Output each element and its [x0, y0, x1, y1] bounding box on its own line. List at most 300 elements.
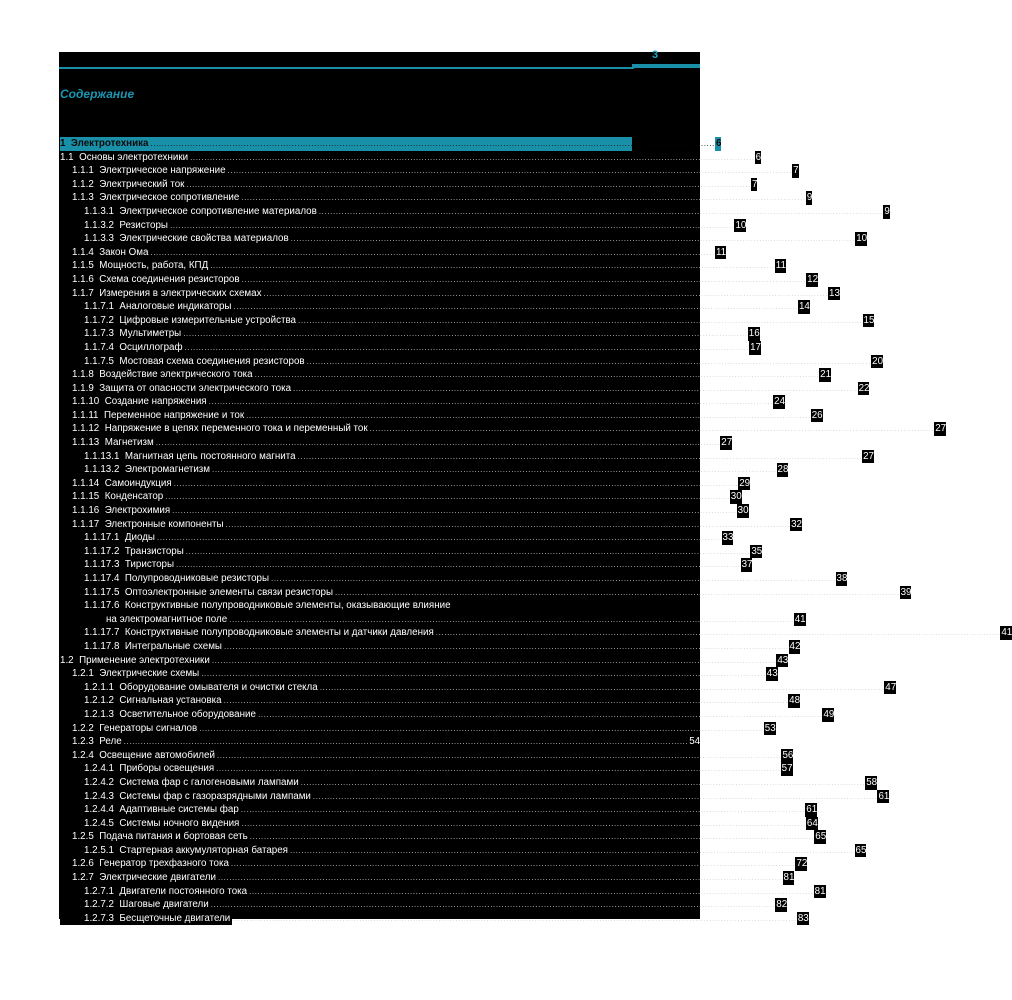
toc-entry-title: Бесщеточные двигатели [119, 912, 231, 924]
toc-page-number: 20 [872, 355, 884, 367]
toc-entry-label [60, 640, 224, 654]
toc-entry-title: Воздействие электрического тока [99, 369, 253, 381]
toc-entry-row[interactable] [60, 382, 870, 396]
toc-entry-label [60, 722, 199, 736]
toc-entry-row[interactable] [60, 898, 788, 912]
toc-entry-number: 1.1.7.2 [84, 314, 114, 326]
toc-entry-number: 1.1.10 [72, 396, 100, 408]
toc-entry-label [60, 151, 190, 165]
toc-entry-number: 1.1.17.2 [84, 545, 120, 557]
toc-entry-number: 1.1.7.5 [84, 355, 114, 367]
toc-entry-label [60, 667, 201, 681]
toc-entry-row[interactable] [60, 300, 810, 314]
page-number: 3 [652, 49, 659, 61]
toc-entry-row[interactable] [60, 287, 840, 301]
toc-entry-number: 1.1.1 [72, 165, 94, 177]
toc-entry-row[interactable] [60, 572, 848, 586]
toc-page-number: 43 [777, 654, 789, 666]
toc-entry-row[interactable] [60, 586, 912, 600]
toc-page-number: 26 [811, 409, 823, 421]
toc-entry-number: 1.1.15 [72, 491, 100, 503]
toc-entry-row[interactable] [60, 735, 701, 749]
toc-leader-dots: ........................................................................................................................................................................................................ [227, 166, 793, 176]
toc-leader-dots: ........................................................................................................................................................................................................ [216, 750, 782, 760]
toc-entry-label [60, 871, 218, 885]
toc-entry-label [60, 708, 258, 722]
toc-entry-title: Электрические схемы [99, 668, 200, 680]
toc-entry-label [60, 368, 255, 382]
toc-entry-row[interactable] [60, 749, 794, 763]
toc-entry-title: Схема соединения резисторов [99, 273, 240, 285]
toc-entry-row[interactable] [60, 871, 795, 885]
toc-page-number: 10 [735, 219, 747, 231]
toc-entry-title: Мультиметры [119, 328, 182, 340]
toc-entry-row[interactable] [60, 191, 813, 205]
toc-entry-row[interactable] [60, 151, 762, 165]
toc-entry-number: 1.1.17.6 [84, 600, 120, 612]
toc-entry-row[interactable] [60, 477, 751, 491]
toc-entry-row[interactable] [60, 436, 733, 450]
toc-entry-row[interactable] [60, 178, 758, 192]
toc-entry-title: Тиристоры [124, 559, 175, 571]
toc-entry-number: 1 [60, 138, 66, 149]
toc-entry-label [60, 545, 186, 559]
toc-leader-dots: ........................................................................................................................................................................................................ [169, 220, 735, 230]
toc-entry-row[interactable] [60, 912, 809, 926]
toc-entry-number: 1.2.7.2 [84, 899, 114, 911]
toc-entry-title: Цифровые измерительные устройства [119, 314, 296, 326]
toc-entry-row[interactable] [60, 205, 890, 219]
toc-entry-number: 1.2.4.5 [84, 817, 114, 829]
toc-entry-label [60, 300, 233, 314]
toc-entry-title: Электромагнетизм [124, 464, 211, 476]
table-of-contents [60, 137, 1012, 925]
toc-entry-title: Генераторы сигналов [99, 722, 198, 734]
toc-leader-dots: ........................................................................................................................................................................................................ [123, 737, 689, 747]
toc-leader-dots: ........................................................................................................................................................................................................ [369, 424, 935, 434]
toc-entry-title: Интегральные схемы [124, 640, 222, 652]
toc-page-number: 21 [820, 369, 832, 381]
toc-leader-dots: ........................................................................................................................................................................................................ [246, 410, 811, 420]
toc-page-number: 13 [829, 287, 840, 299]
toc-leader-dots: ........................................................................................................................................................................................................ [211, 655, 777, 665]
toc-leader-dots: ........................................................................................................................................................................................................ [293, 383, 858, 393]
toc-leader-dots: ........................................................................................................................................................................................................ [298, 315, 863, 325]
toc-leader-dots: ........................................................................................................................................................................................................ [150, 139, 715, 148]
toc-entry-title: Самоиндукция [104, 477, 172, 489]
toc-entry-label [60, 586, 335, 600]
toc-chapter-row[interactable] [60, 137, 722, 151]
toc-leader-dots: ........................................................................................................................................................................................................ [229, 614, 794, 624]
toc-entry-title: Адаптивные системы фар [119, 804, 239, 816]
toc-entry-title: Осциллограф [119, 341, 183, 353]
toc-entry-row[interactable] [60, 368, 832, 382]
toc-leader-dots: ........................................................................................................................................................................................................ [155, 438, 721, 448]
toc-page-number: 9 [884, 205, 890, 217]
toc-entry-number: 1.2.7.1 [84, 885, 114, 897]
toc-entry-row[interactable] [60, 409, 823, 423]
toc-entry-title: Переменное напряжение и ток [103, 409, 245, 421]
toc-entry-title: Мостовая схема соединения резисторов [119, 355, 305, 367]
toc-entry-title: Шаговые двигатели [119, 899, 209, 911]
toc-entry-label [60, 844, 290, 858]
toc-page-number: 41 [1001, 627, 1012, 639]
toc-page-number: 37 [741, 559, 753, 571]
toc-entry-title: Транзисторы [124, 545, 184, 557]
toc-leader-dots: ........................................................................................................................................................................................................ [306, 356, 872, 366]
toc-entry-row[interactable] [60, 422, 947, 436]
toc-entry-number: 1.1.3.3 [84, 233, 114, 245]
toc-leader-dots: ........................................................................................................................................................................................................ [225, 519, 791, 529]
toc-leader-dots: ........................................................................................................................................................................................................ [223, 641, 789, 651]
toc-page-number: 33 [722, 532, 734, 544]
toc-leader-dots: ........................................................................................................................................................................................................ [290, 234, 856, 244]
toc-entry-row[interactable] [60, 232, 868, 246]
toc-entry-title: Электрохимия [104, 505, 171, 517]
toc-entry-title: Закон Ома [99, 246, 149, 258]
toc-leader-dots: ........................................................................................................................................................................................................ [312, 791, 878, 801]
toc-entry-row[interactable] [60, 531, 734, 545]
toc-page-number: 35 [751, 545, 763, 557]
toc-entry-row[interactable] [60, 273, 819, 287]
toc-entry-title: Реле [99, 736, 122, 748]
toc-entry-label [60, 898, 211, 912]
toc-entry-label [60, 857, 231, 871]
toc-entry-title: Оборудование омывателя и очистки стекла [119, 681, 318, 693]
toc-leader-dots: ........................................................................................................................................................................................................ [199, 723, 764, 733]
toc-entry-title: Двигатели постоянного тока [119, 885, 248, 897]
toc-page-number: 58 [866, 776, 878, 788]
page-number-tab [632, 64, 700, 68]
toc-entry-row[interactable] [60, 259, 786, 273]
toc-entry-row[interactable] [60, 395, 786, 409]
toc-entry-number: 1.1.13.1 [84, 450, 120, 462]
toc-page-number: 72 [796, 858, 808, 870]
toc-entry-number: 1.1.9 [72, 382, 94, 394]
toc-leader-dots: ........................................................................................................................................................................................................ [183, 329, 748, 339]
toc-entry-row[interactable] [60, 790, 890, 804]
toc-entry-row[interactable] [60, 654, 789, 668]
toc-entry-row[interactable] [60, 314, 875, 328]
toc-entry-label [60, 830, 250, 844]
toc-entry-row[interactable] [60, 885, 826, 899]
toc-entry-title: Магнитная цепь постоянного магнита [124, 450, 296, 462]
toc-leader-dots: ........................................................................................................................................................................................................ [210, 900, 776, 910]
toc-page-number: 7 [793, 165, 799, 177]
toc-leader-dots: ........................................................................................................................................................................................................ [241, 193, 806, 203]
toc-entry-number: 1.2 [60, 654, 74, 666]
toc-entry-label [60, 246, 150, 260]
toc-page-number: 48 [789, 695, 801, 707]
toc-leader-dots: ........................................................................................................................................................................................................ [271, 574, 836, 583]
toc-leader-dots: ........................................................................................................................................................................................................ [254, 370, 820, 380]
toc-leader-dots: ........................................................................................................................................................................................................ [319, 682, 885, 692]
toc-entry-number: 1.1.17.7 [84, 627, 120, 639]
toc-entry-label [60, 790, 313, 804]
toc-entry-row[interactable] [60, 463, 789, 477]
toc-entry-row[interactable] [60, 667, 778, 681]
toc-entry-label [60, 817, 241, 831]
toc-page-number: 82 [776, 899, 788, 911]
toc-entry-label [60, 681, 320, 695]
toc-entry-row[interactable] [60, 450, 874, 464]
toc-entry-number: 1.1.5 [72, 260, 94, 272]
toc-entry-number: 1.1 [60, 151, 74, 163]
toc-entry-row[interactable] [60, 722, 776, 736]
toc-leader-dots: ........................................................................................................................................................................................................ [210, 261, 775, 271]
toc-entry-number: 1.1.13 [72, 437, 100, 449]
toc-entry-row[interactable] [60, 327, 760, 341]
toc-entry-label [60, 504, 172, 518]
toc-entry-label [60, 422, 370, 436]
toc-entry-title: Подача питания и бортовая сеть [99, 831, 248, 843]
toc-entry-number: 1.2.7 [72, 872, 94, 884]
toc-leader-dots: ........................................................................................................................................................................................................ [230, 859, 796, 869]
toc-page-number: 61 [878, 790, 890, 802]
toc-entry-label [60, 735, 124, 749]
toc-entry-number: 1.1.8 [72, 369, 94, 381]
toc-page-number: 43 [766, 668, 778, 680]
toc-entry-row[interactable] [60, 830, 827, 844]
toc-page-number: 16 [748, 328, 760, 340]
toc-leader-dots: ........................................................................................................................................................................................................ [241, 818, 806, 828]
toc-entry-number: 1.2.1.2 [84, 695, 114, 707]
toc-entry-row[interactable] [60, 844, 867, 858]
toc-page-number: 41 [794, 613, 806, 625]
toc-entry-number: 1.2.1 [72, 668, 94, 680]
toc-page-number: 49 [823, 708, 835, 720]
toc-entry-number: 1.2.2 [72, 722, 94, 734]
toc-entry-label [60, 477, 174, 491]
toc-entry-row[interactable] [60, 817, 818, 831]
toc-page-number: 9 [806, 192, 813, 204]
toc-page-number: 30 [730, 491, 742, 503]
toc-entry-number: 1.1.17.8 [84, 640, 120, 652]
toc-page-number: 38 [836, 573, 848, 584]
toc-entry-title: Измерения в электрических схемах [99, 287, 262, 299]
toc-entry-title: Электрические двигатели [99, 872, 216, 884]
toc-leader-dots: ........................................................................................................................................................................................................ [176, 560, 741, 570]
toc-entry-row[interactable] [60, 219, 747, 233]
toc-page-number: 17 [750, 341, 761, 353]
toc-entry-label [60, 327, 183, 341]
toc-entry-label [60, 191, 241, 205]
toc-entry-title: Электрическое напряжение [99, 165, 226, 177]
toc-entry-number: 1.2.4 [72, 749, 94, 761]
toc-entry-row[interactable] [60, 355, 884, 369]
toc-entry-number: 1.1.3.2 [84, 219, 114, 231]
toc-entry-title: Мощность, работа, КПД [99, 260, 209, 272]
toc-leader-dots: ........................................................................................................................................................................................................ [318, 206, 884, 216]
toc-entry-label [60, 273, 242, 287]
toc-entry-title: на электромагнитное поле [106, 613, 228, 625]
toc-entry-row[interactable] [60, 504, 749, 518]
toc-leader-dots: ........................................................................................................................................................................................................ [218, 873, 783, 883]
toc-entry-label [60, 341, 185, 355]
toc-entry-number: 1.1.11 [72, 409, 99, 421]
toc-entry-row[interactable] [60, 762, 793, 776]
toc-page-number: 57 [781, 763, 793, 775]
toc-entry-row[interactable] [60, 640, 801, 654]
toc-entry-number: 1.1.7 [72, 287, 94, 299]
toc-page-number: 27 [863, 450, 874, 462]
toc-entry-row[interactable] [60, 490, 742, 504]
toc-entry-label [60, 450, 298, 464]
toc-entry-number: 1.1.17.5 [84, 586, 120, 598]
toc-entry-label [60, 436, 156, 450]
toc-page-number: 61 [806, 804, 818, 816]
toc-entry-number: 1.2.5 [72, 831, 94, 843]
toc-page-number: 27 [935, 423, 947, 435]
toc-entry-title: Аналоговые индикаторы [119, 301, 232, 313]
toc-entry-number: 1.2.7.3 [84, 912, 114, 924]
toc-entry-title: Системы фар с газоразрядными лампами [119, 790, 311, 802]
toc-entry-number: 1.1.2 [72, 178, 94, 190]
toc-page-number: 65 [815, 831, 827, 843]
toc-leader-dots: ........................................................................................................................................................................................................ [173, 478, 739, 488]
toc-entry-row[interactable] [60, 708, 835, 722]
toc-entry-title: Электронные компоненты [104, 518, 224, 530]
toc-entry-row[interactable] [60, 803, 818, 817]
toc-entry-number: 1.2.1.3 [84, 708, 114, 720]
toc-entry-row[interactable] [60, 681, 897, 695]
toc-page-number: 22 [858, 382, 870, 394]
toc-leader-dots: ........................................................................................................................................................................................................ [185, 546, 751, 556]
toc-page-number: 6 [716, 138, 722, 149]
toc-entry-row[interactable] [60, 776, 878, 790]
toc-entry-number: 1.1.7.1 [84, 301, 114, 313]
toc-entry-row[interactable] [60, 613, 806, 627]
toc-leader-dots: ........................................................................................................................................................................................................ [190, 152, 755, 162]
toc-entry-number: 1.2.4.2 [84, 776, 114, 788]
toc-entry-label [60, 314, 298, 328]
toc-leader-dots: ........................................................................................................................................................................................................ [186, 179, 751, 189]
toc-entry-label [60, 219, 170, 233]
toc-entry-label [60, 654, 212, 668]
toc-entry-label [60, 382, 293, 396]
toc-page-number: 64 [806, 817, 818, 829]
toc-entry-number: 1.1.3.1 [84, 205, 114, 217]
toc-entry-label [60, 409, 246, 423]
toc-leader-dots: ........................................................................................................................................................................................................ [263, 288, 829, 298]
toc-entry-number: 1.2.6 [72, 858, 94, 870]
toc-entry-label [60, 259, 210, 273]
toc-entry-label [60, 164, 228, 178]
toc-page-number: 11 [715, 246, 727, 258]
toc-page-number: 83 [797, 912, 809, 924]
toc-leader-dots: ........................................................................................................................................................................................................ [172, 506, 737, 516]
toc-entry-number: 1.2.4.4 [84, 804, 114, 816]
toc-entry-number: 1.1.7.4 [84, 341, 114, 353]
toc-entry-label [60, 518, 226, 532]
toc-entry-number: 1.1.7.3 [84, 328, 114, 340]
toc-entry-number: 1.2.5.1 [84, 844, 114, 856]
toc-entry-row[interactable] [60, 246, 727, 260]
toc-entry-title: Система фар с галогеновыми лампами [119, 776, 299, 788]
toc-entry-row[interactable] [60, 694, 801, 708]
toc-leader-dots: ........................................................................................................................................................................................................ [233, 302, 798, 312]
toc-page-number: 42 [789, 640, 801, 652]
toc-entry-title: Осветительное оборудование [119, 708, 256, 720]
toc-entry-label [60, 613, 229, 627]
toc-entry-row[interactable] [60, 558, 753, 572]
header-rule [59, 67, 634, 69]
toc-leader-dots: ........................................................................................................................................................................................................ [297, 451, 863, 461]
toc-entry-label [60, 572, 271, 586]
toc-page-number: 81 [814, 885, 826, 897]
toc-entry-title: Конструктивные полупроводниковые элементы и датчики давления [124, 627, 434, 639]
toc-page-number: 24 [774, 396, 786, 408]
toc-entry-number: 1.2.3 [72, 736, 94, 748]
toc-leader-dots: ........................................................................................................................................................................................................ [257, 709, 823, 719]
toc-entry-number: 1.1.14 [72, 477, 100, 489]
toc-entry-label [60, 776, 301, 790]
toc-entry-number: 1.1.17.3 [84, 559, 120, 571]
toc-entry-title: Оптоэлектронные элементы связи резисторы [124, 586, 334, 598]
toc-entry-title: Системы ночного видения [119, 817, 240, 829]
toc-entry-title: Электрический ток [99, 178, 185, 190]
toc-entry-title: Создание напряжения [104, 396, 207, 408]
toc-page-number: 32 [791, 518, 802, 530]
toc-leader-dots: ........................................................................................................................................................................................................ [201, 669, 766, 679]
toc-entry-label [60, 694, 224, 708]
toc-leader-dots: ........................................................................................................................................................................................................ [212, 465, 777, 475]
toc-entry-label [60, 558, 176, 572]
toc-entry-row[interactable] [60, 518, 802, 532]
toc-entry-title: Освещение автомобилей [99, 749, 215, 761]
toc-leader-dots: ........................................................................................................................................................................................................ [150, 247, 715, 257]
toc-page-number: 27 [721, 437, 733, 449]
toc-entry-title: Генератор трехфазного тока [99, 858, 229, 870]
toc-entry-title: Защита от опасности электрического тока [99, 382, 292, 394]
toc-entry-number: 1.1.6 [72, 273, 94, 285]
toc-entry-label [60, 232, 291, 246]
toc-entry-title: Резисторы [119, 219, 168, 231]
toc-entry-number: 1.2.4.3 [84, 790, 114, 802]
toc-entry-number: 1.1.12 [72, 423, 100, 435]
toc-page-number: 14 [798, 301, 810, 313]
toc-entry-title: Приборы освещения [119, 763, 215, 775]
toc-page-number: 12 [807, 273, 819, 285]
toc-page-number: 7 [751, 178, 758, 190]
toc-leader-dots: ........................................................................................................................................................................................................ [165, 492, 730, 502]
toc-page-number: 11 [775, 260, 786, 272]
toc-entry-row[interactable] [60, 164, 799, 178]
toc-entry-label [60, 178, 186, 192]
toc-leader-dots: ........................................................................................................................................................................................................ [241, 274, 807, 284]
toc-page-number: 30 [737, 505, 749, 517]
toc-entry-row[interactable] [60, 857, 808, 871]
toc-entry-label [60, 803, 241, 817]
toc-entry-row[interactable] [60, 599, 632, 613]
toc-entry-label [60, 137, 150, 151]
toc-entry-label [60, 490, 165, 504]
toc-entry-row[interactable] [60, 626, 1012, 640]
toc-entry-label [60, 355, 307, 369]
toc-page-number: 65 [855, 844, 867, 856]
toc-page-number: 39 [900, 586, 912, 598]
toc-leader-dots: ........................................................................................................................................................................................................ [216, 764, 781, 774]
toc-entry-label [60, 205, 319, 219]
toc-leader-dots: ........................................................................................................................................................................................................ [208, 397, 774, 407]
toc-page-number: 10 [856, 233, 868, 245]
toc-entry-title: Стартерная аккумуляторная батарея [119, 844, 288, 856]
toc-entry-title: Полупроводниковые резисторы [124, 573, 270, 584]
toc-entry-label [60, 531, 157, 545]
toc-entry-row[interactable] [60, 341, 761, 355]
toc-page-number: 53 [764, 722, 776, 734]
toc-entry-row[interactable] [60, 545, 763, 559]
